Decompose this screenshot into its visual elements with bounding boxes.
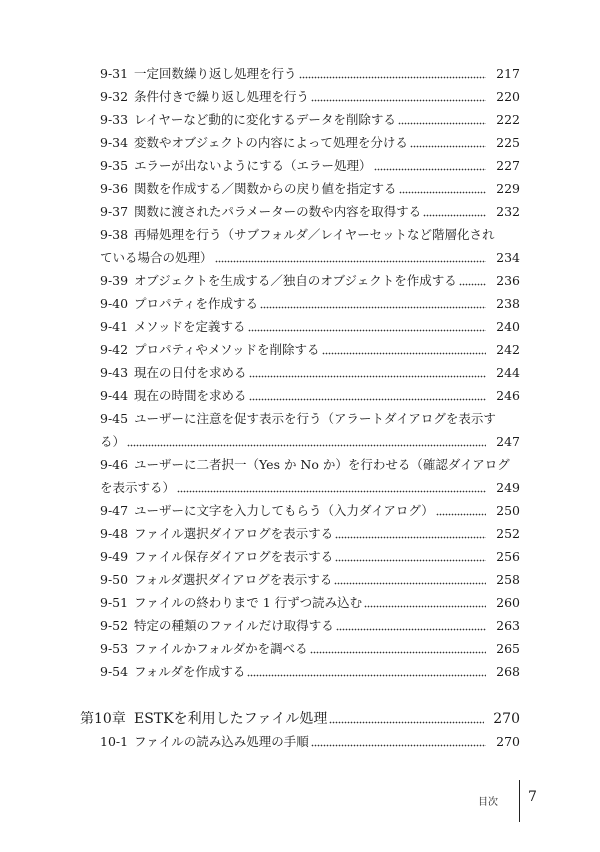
- entry-page: 252: [496, 526, 520, 541]
- entry-page: 234: [496, 250, 520, 265]
- dot-leader: [364, 593, 486, 613]
- entry-title: ユーザーに文字を入力してもらう（入力ダイアログ）: [134, 503, 434, 518]
- entry-number: 9-49: [100, 549, 129, 564]
- dot-leader: [249, 363, 486, 383]
- entry-title: 特定の種類のファイルだけ取得する: [134, 618, 334, 633]
- toc-entry[interactable]: [100, 524, 520, 544]
- toc-chapter-heading[interactable]: [80, 707, 520, 731]
- page-number: 7: [528, 789, 537, 805]
- entry-number: 9-52: [100, 618, 129, 633]
- entry-page: 246: [496, 388, 520, 403]
- dot-leader: [335, 524, 486, 544]
- dot-leader: [335, 547, 486, 567]
- entry-title: 一定回数繰り返し処理を行う: [134, 66, 297, 81]
- entry-number: 9-44: [100, 388, 129, 403]
- entry-title: レイヤーなど動的に変化するデータを削除する: [134, 112, 396, 127]
- dot-leader: [260, 294, 486, 314]
- entry-number: 9-36: [100, 181, 129, 196]
- entry-number: 9-48: [100, 526, 129, 541]
- entry-page: 268: [496, 664, 520, 679]
- entry-number: 9-41: [100, 319, 129, 334]
- entry-title: ファイルかフォルダかを調べる: [134, 641, 308, 656]
- dot-leader: [322, 340, 486, 360]
- entry-number: 9-43: [100, 365, 129, 380]
- dot-leader: [423, 202, 486, 222]
- toc-entry[interactable]: [100, 363, 520, 383]
- entry-number: 9-51: [100, 595, 129, 610]
- entry-title: エラーが出ないようにする（エラー処理）: [134, 158, 372, 173]
- toc-entry[interactable]: [100, 340, 520, 360]
- entry-number: 9-47: [100, 503, 129, 518]
- toc-entry-continuation[interactable]: [100, 478, 520, 498]
- entry-number: 9-39: [100, 273, 129, 288]
- entry-number: 9-42: [100, 342, 129, 357]
- toc-entry[interactable]: [100, 639, 520, 659]
- dot-leader: [310, 639, 486, 659]
- toc-entry[interactable]: [100, 409, 520, 429]
- dot-leader: [311, 87, 486, 107]
- entry-number: 9-32: [100, 89, 129, 104]
- toc-entry[interactable]: [100, 156, 520, 176]
- entry-page: 229: [496, 181, 520, 196]
- entry-title: オブジェクトを生成する／独自のオブジェクトを作成する: [134, 273, 457, 288]
- dot-leader: [127, 432, 486, 452]
- footer-section-label: 目次: [478, 797, 498, 808]
- toc-entry[interactable]: [100, 593, 520, 613]
- entry-title: ファイル選択ダイアログを表示する: [134, 526, 334, 541]
- entry-number: 9-35: [100, 158, 129, 173]
- entry-page: 238: [496, 296, 520, 311]
- entry-title: 変数やオブジェクトの内容によって処理を分ける: [134, 135, 408, 150]
- toc-entry[interactable]: [100, 501, 520, 521]
- entry-page: 265: [496, 641, 520, 656]
- entry-number: 9-54: [100, 664, 129, 679]
- dot-leader: [410, 133, 486, 153]
- entry-page: 270: [496, 734, 520, 749]
- entry-title-line2: を表示する）: [100, 480, 176, 495]
- toc-entry-continuation[interactable]: [100, 432, 520, 452]
- entry-title: メソッドを定義する: [134, 319, 246, 334]
- entry-number: 9-40: [100, 296, 129, 311]
- entry-number: 9-53: [100, 641, 129, 656]
- entry-number: 9-37: [100, 204, 129, 219]
- entry-page: 227: [496, 158, 520, 173]
- entry-number: 9-46: [100, 457, 129, 472]
- entry-page: 263: [496, 618, 520, 633]
- entry-number: 10-1: [100, 734, 129, 749]
- chapter-number: 第10章: [80, 711, 126, 727]
- entry-title-line2: る）: [100, 434, 126, 449]
- chapter-page: 270: [493, 711, 520, 727]
- entry-title: 現在の日付を求める: [134, 365, 247, 380]
- dot-leader: [215, 248, 486, 268]
- entry-page: 236: [496, 273, 520, 288]
- entry-page: 242: [496, 342, 520, 357]
- toc-entry[interactable]: [100, 732, 520, 752]
- entry-page: 240: [496, 319, 520, 334]
- toc-entry[interactable]: [100, 202, 520, 222]
- dot-leader: [436, 501, 486, 521]
- toc-entry[interactable]: [100, 455, 520, 475]
- entry-page: 225: [496, 135, 520, 150]
- dot-leader: [249, 386, 486, 406]
- entry-number: 9-50: [100, 572, 129, 587]
- entry-number: 9-31: [100, 66, 129, 81]
- toc-entry[interactable]: [100, 87, 520, 107]
- entry-title: フォルダを作成する: [134, 664, 246, 679]
- entry-page: 222: [496, 112, 520, 127]
- entry-title: ファイルの終わりまで 1 行ずつ読み込む: [134, 595, 363, 610]
- entry-page: 250: [496, 503, 520, 518]
- toc-entry[interactable]: [100, 64, 520, 84]
- entry-number: 9-45: [100, 411, 129, 426]
- toc-entry[interactable]: [100, 317, 520, 337]
- dot-leader: [459, 271, 486, 291]
- toc-entry[interactable]: [100, 662, 520, 682]
- entry-page: 258: [496, 572, 520, 587]
- entry-page: 244: [496, 365, 520, 380]
- toc-entry[interactable]: [100, 133, 520, 153]
- entry-title: フォルダ選択ダイアログを表示する: [134, 572, 333, 587]
- entry-page: 256: [496, 549, 520, 564]
- toc-entry[interactable]: [100, 547, 520, 567]
- entry-title-line1: ユーザーに注意を促す表示を行う（アラートダイアログを表示す: [134, 411, 496, 426]
- entry-title: 条件付きで繰り返し処理を行う: [134, 89, 310, 104]
- entry-number: 9-34: [100, 135, 129, 150]
- dot-leader: [334, 570, 486, 590]
- entry-number: 9-38: [100, 227, 129, 242]
- entry-title: プロパティやメソッドを削除する: [134, 342, 320, 357]
- dot-leader: [329, 707, 484, 731]
- dot-leader: [398, 110, 486, 130]
- dot-leader: [311, 732, 486, 752]
- toc-entry[interactable]: [100, 179, 520, 199]
- toc-entry[interactable]: [100, 386, 520, 406]
- entry-page: 249: [496, 480, 520, 495]
- entry-title: 関数を作成する／関数からの戻り値を指定する: [134, 181, 397, 196]
- entry-page: 220: [496, 89, 520, 104]
- dot-leader: [399, 179, 486, 199]
- dot-leader: [247, 662, 486, 682]
- entry-title: 現在の時間を求める: [134, 388, 247, 403]
- toc-entry[interactable]: [100, 271, 520, 291]
- toc-entry[interactable]: [100, 294, 520, 314]
- chapter-title: ESTKを利用したファイル処理: [134, 711, 328, 727]
- entry-page: 217: [496, 66, 520, 81]
- dot-leader: [177, 478, 486, 498]
- dot-leader: [299, 64, 486, 84]
- toc-entry[interactable]: [100, 225, 520, 245]
- footer-divider: [519, 780, 520, 822]
- entry-title: 関数に渡されたパラメーターの数や内容を取得する: [134, 204, 422, 219]
- toc-entry[interactable]: [100, 570, 520, 590]
- toc-entry[interactable]: [100, 616, 520, 636]
- entry-page: 260: [496, 595, 520, 610]
- entry-title-line1: 再帰処理を行う（サブフォルダ／レイヤーセットなど階層化され: [134, 227, 495, 242]
- dot-leader: [374, 156, 486, 176]
- dot-leader: [248, 317, 486, 337]
- entry-number: 9-33: [100, 112, 129, 127]
- toc-entry-continuation[interactable]: [100, 248, 520, 268]
- entry-title: ファイルの読み込み処理の手順: [134, 734, 309, 749]
- entry-title: プロパティを作成する: [134, 296, 259, 311]
- entry-title-line2: ている場合の処理）: [100, 250, 213, 265]
- toc-entry[interactable]: [100, 110, 520, 130]
- entry-title: ファイル保存ダイアログを表示する: [134, 549, 334, 564]
- entry-page: 232: [496, 204, 520, 219]
- dot-leader: [336, 616, 486, 636]
- entry-title-line1: ユーザーに二者択一（Yes か No か）を行わせる（確認ダイアログ: [134, 457, 510, 472]
- entry-page: 247: [496, 434, 520, 449]
